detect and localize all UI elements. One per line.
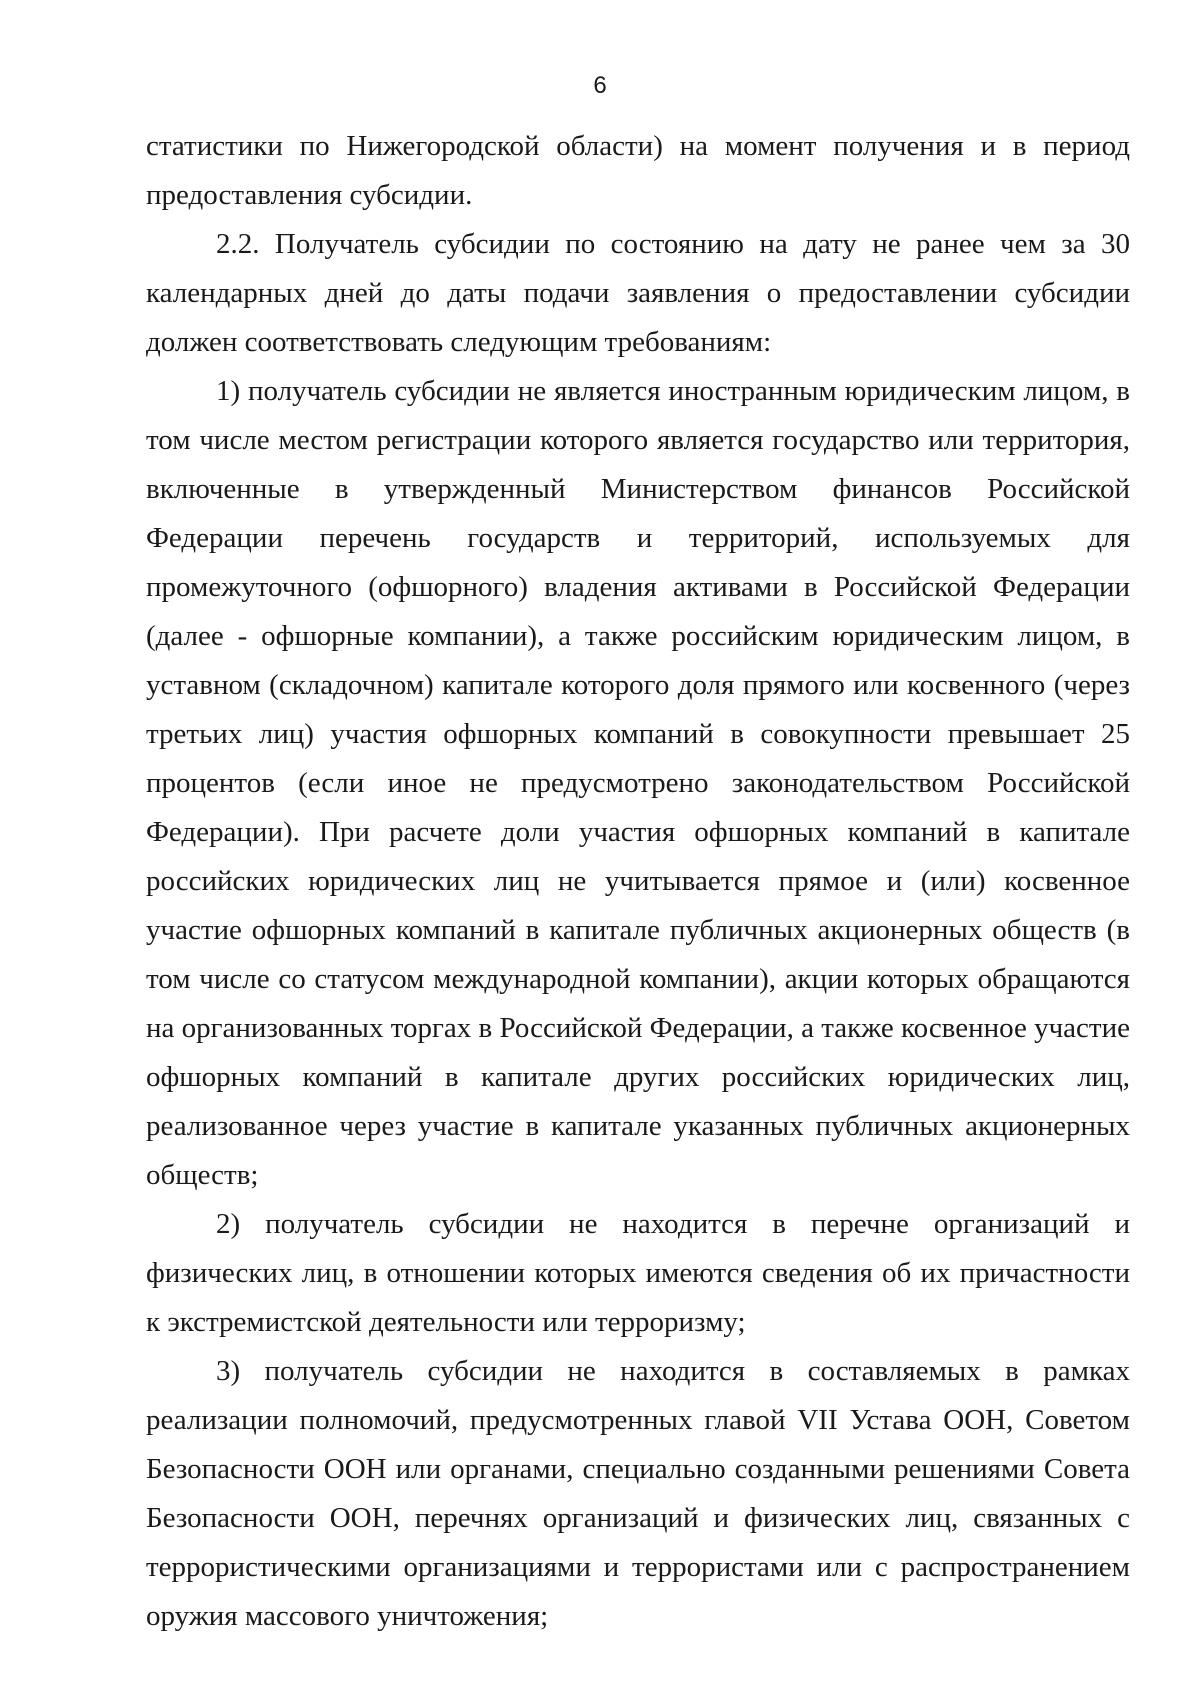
- paragraph-item-3: 3) получатель субсидии не находится в составляемых в рамках реализации полномочий, предусмотренных главой VII Устава ООН, Советом Безопасности ООН или органами, специально созданными решениями Совета Безопасности ООН, перечнях организаций и физических лиц, связанных с террористическими организациями и террористами или с распространением оружия массового уничтожения;: [146, 1355, 1130, 1632]
- paragraph-item-2: 2) получатель субсидии не находится в перечне организаций и физических лиц, в отношении которых имеются сведения об их причастности к экстремистской деятельности или терроризму;: [146, 1208, 1130, 1338]
- page-number: 6: [593, 72, 607, 99]
- document-body: [146, 122, 1130, 1641]
- paragraph-item-1: 1) получатель субсидии не является иностранным юридическим лицом, в том числе местом регистрации которого является государство или территория, включенные в утвержденный Министерством финансов Российской Федерации перечень государств и территорий, используемых для промежуточного (офшорного) владения активами в Российской Федерации (далее - офшорные компании), а также российским юридическим лицом, в уставном (складочном) капитале которого доля прямого или косвенного (через третьих лиц) участия офшорных компаний в совокупности превышает 25 процентов (если иное не предусмотрено законодательством Российской Федерации). При расчете доли участия офшорных компаний в капитале российских юридических лиц не учитывается прямое и (или) косвенное участие офшорных компаний в капитале публичных акционерных обществ (в том числе со статусом международной компании), акции которых обращаются на организованных торгах в Российской Федерации, а также косвенное участие офшорных компаний в капитале других российских юридических лиц, реализованное через участие в капитале указанных публичных акционерных обществ;: [146, 375, 1130, 1191]
- paragraph-continuation: статистики по Нижегородской области) на момент получения и в период предоставления субсидии.: [146, 130, 1130, 211]
- paragraph-2-2: 2.2. Получатель субсидии по состоянию на дату не ранее чем за 30 календарных дней до даты подачи заявления о предоставлении субсидии должен соответствовать следующим требованиям:: [146, 228, 1130, 358]
